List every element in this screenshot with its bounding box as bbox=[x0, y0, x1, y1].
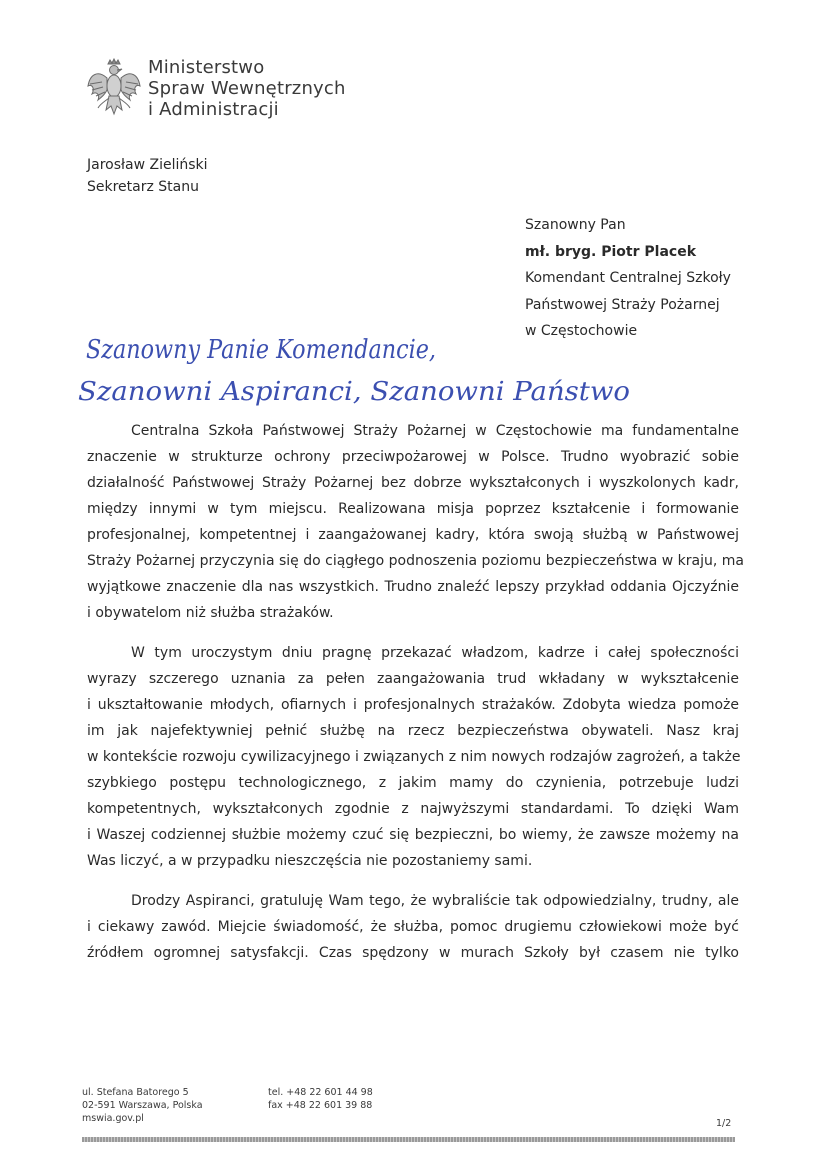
ministry-name-line: Spraw Wewnętrznych bbox=[148, 78, 346, 99]
body-line: Was liczyć, a w przypadku nieszczęścia nie pozostaniemy sami. bbox=[87, 853, 533, 869]
recipient-institution: Państwowej Straży Pożarnej bbox=[525, 296, 720, 313]
footer-contact bbox=[268, 1086, 373, 1112]
ministry-name-line: Ministerstwo bbox=[148, 57, 265, 78]
body-paragraph bbox=[87, 418, 744, 626]
body-line: kompetentnych, wykształconych zgodnie z najwyższymi standardami. To dzięki Wam bbox=[87, 801, 739, 817]
salutation-line-1: Szanowny Panie Komendancie, bbox=[86, 335, 436, 365]
body-line: znaczenie w strukturze ochrony przeciwpożarowej w Polsce. Trudno wyobrazić sobie bbox=[87, 449, 739, 465]
footer-fax: fax +48 22 601 39 88 bbox=[268, 1100, 373, 1111]
body-line: i ciekawy zawód. Miejcie świadomość, że służba, pomoc drugiemu człowiekowi może być bbox=[87, 919, 739, 935]
body-line: działalność Państwowej Straży Pożarnej bez dobrze wykształconych i wyszkolonych kadr, bbox=[87, 475, 739, 491]
body-line: wyjątkowe znaczenie dla nas wszystkich. Trudno znaleźć lepszy przykład oddania Ojczyźnie bbox=[87, 579, 739, 595]
body-line: wyrazy szczerego uznania za pełen zaangażowania trud wkładany w wykształcenie bbox=[87, 671, 739, 687]
body-line: profesjonalnej, kompetentnej i zaangażowanej kadry, która swoją służbą w Państwowej bbox=[87, 527, 739, 543]
body-line: Centralna Szkoła Państwowej Straży Pożarnej w Częstochowie ma fundamentalne bbox=[131, 423, 739, 439]
footer-street: ul. Stefana Batorego 5 bbox=[82, 1087, 189, 1098]
ministry-name bbox=[148, 57, 346, 120]
footer-divider bbox=[82, 1137, 735, 1142]
sender-name: Jarosław Zieliński bbox=[87, 157, 208, 173]
body-line: szybkiego postępu technologicznego, z jakim mamy do czynienia, potrzebuje ludzi bbox=[87, 775, 739, 791]
body-paragraph bbox=[87, 640, 739, 874]
body-line: Straży Pożarnej przyczynia się do ciągłego podnoszenia poziomu bezpieczeństwa w kraju, ma bbox=[87, 553, 744, 569]
ministry-name-line: i Administracji bbox=[148, 99, 279, 120]
footer-tel: tel. +48 22 601 44 98 bbox=[268, 1087, 373, 1098]
recipient-greeting: Szanowny Pan bbox=[525, 217, 626, 233]
recipient-block bbox=[525, 212, 731, 345]
white-eagle-emblem-icon bbox=[86, 58, 142, 122]
body-line: i obywatelom niż służba strażaków. bbox=[87, 605, 334, 621]
handwritten-salutation bbox=[78, 330, 638, 410]
recipient-location: w Częstochowie bbox=[525, 323, 638, 339]
letter-body bbox=[87, 418, 744, 980]
body-line: im jak najefektywniej pełnić służbę na rzecz bezpieczeństwa obywateli. Nasz kraj bbox=[87, 723, 739, 739]
body-line: źródłem ogromnej satysfakcji. Czas spędzony w murach Szkoły był czasem nie tylko bbox=[87, 945, 739, 961]
salutation-line-2: Szanowni Aspiranci, Szanowni Państwo bbox=[78, 377, 630, 407]
recipient-position: Komendant Centralnej Szkoły bbox=[525, 270, 731, 286]
sender-block bbox=[87, 154, 208, 198]
body-line: i ukształtowanie młodych, ofiarnych i profesjonalnych strażaków. Zdobyta wiedza pomoże bbox=[87, 697, 739, 713]
body-line: między innymi w tym miejscu. Realizowana misja poprzez kształcenie i formowanie bbox=[87, 501, 739, 517]
page-number: 1/2 bbox=[716, 1118, 732, 1129]
footer-city: 02-591 Warszawa, Polska bbox=[82, 1100, 203, 1111]
body-line: i Waszej codziennej służbie możemy czuć się bezpieczni, bo wiemy, że zawsze możemy na bbox=[87, 827, 739, 843]
body-line: Drodzy Aspiranci, gratuluję Wam tego, że wybraliście tak odpowiedzialny, trudny, ale bbox=[131, 893, 739, 909]
recipient-name: mł. bryg. Piotr Placek bbox=[525, 243, 697, 260]
footer-address bbox=[82, 1086, 203, 1125]
body-paragraph bbox=[87, 888, 739, 966]
sender-title: Sekretarz Stanu bbox=[87, 179, 199, 195]
body-line: W tym uroczystym dniu pragnę przekazać władzom, kadrze i całej społeczności bbox=[131, 645, 739, 661]
footer-website: mswia.gov.pl bbox=[82, 1113, 144, 1124]
body-line: w kontekście rozwoju cywilizacyjnego i związanych z nim nowych rodzajów zagrożeń, a także bbox=[87, 749, 741, 765]
